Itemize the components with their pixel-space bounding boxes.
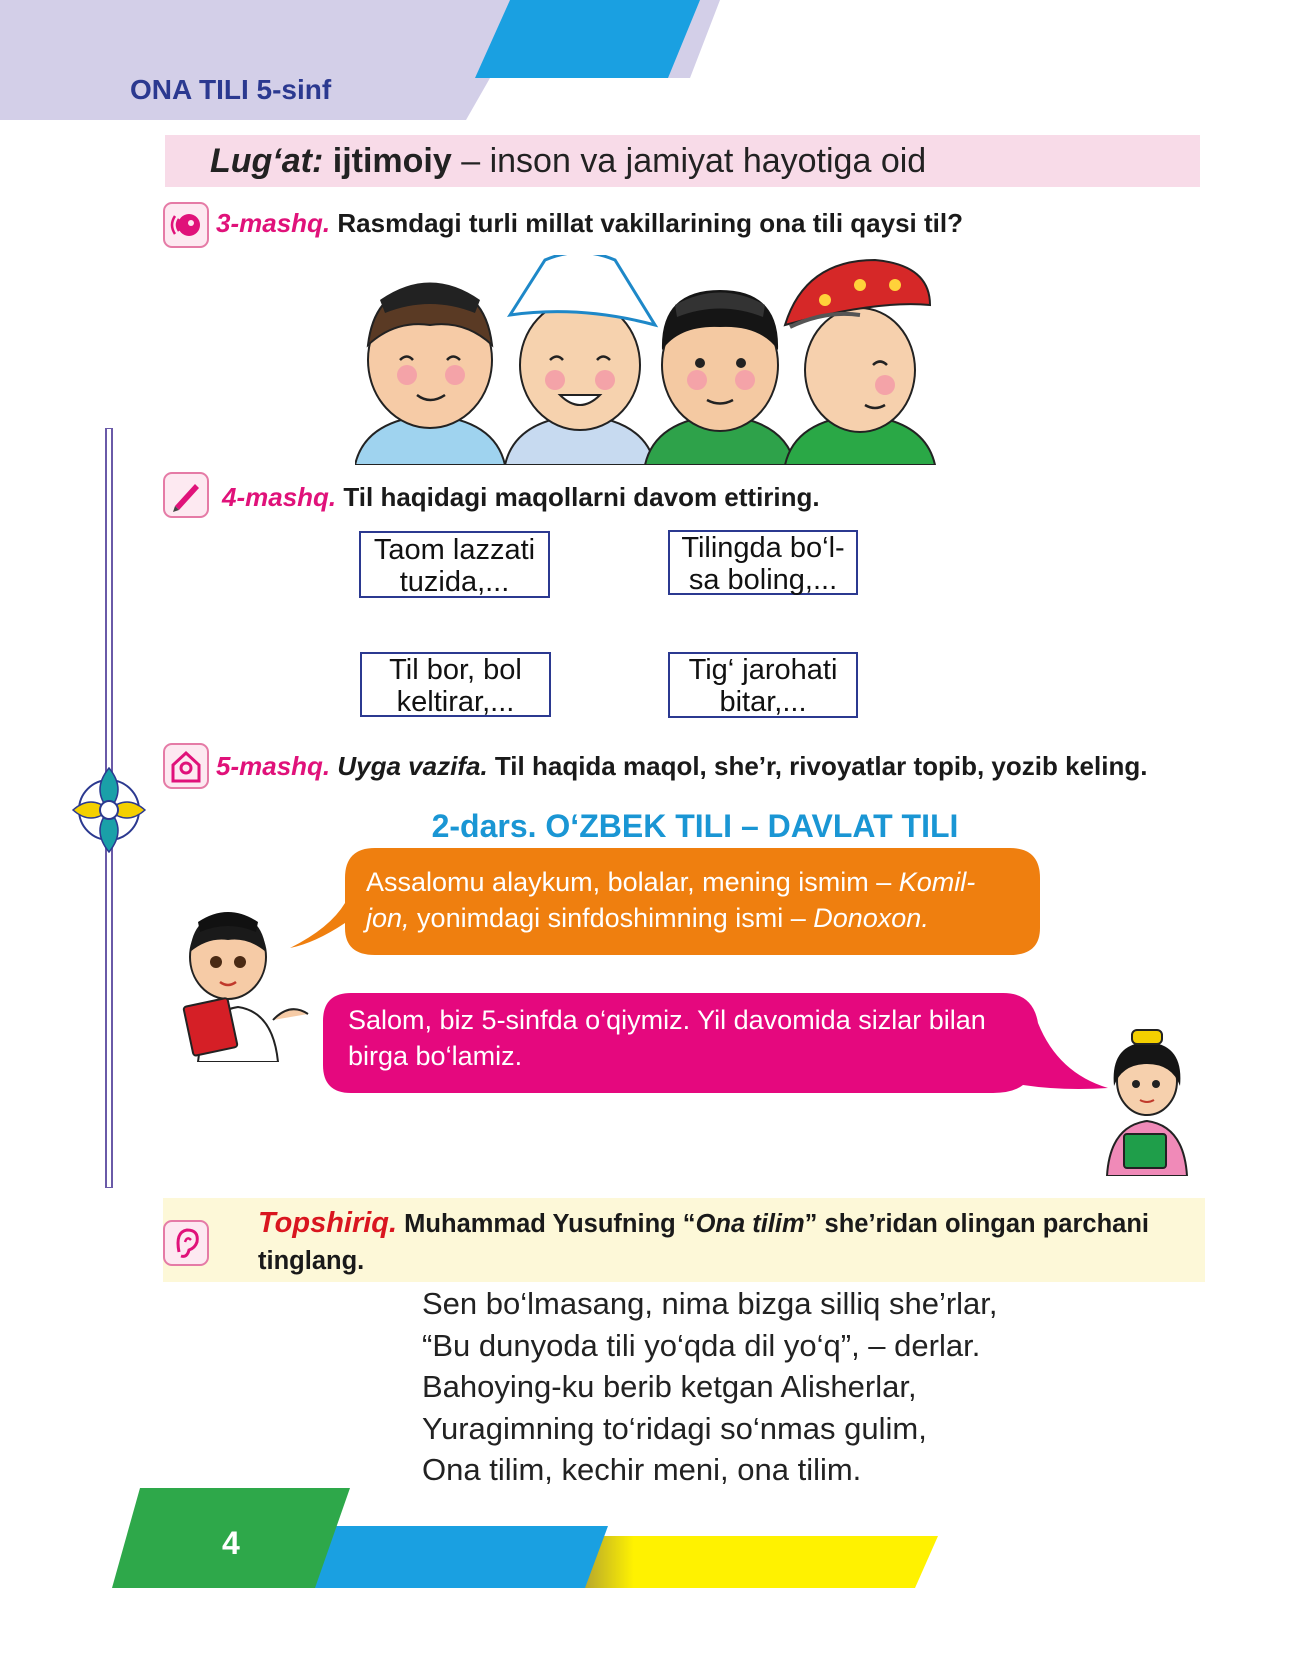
- poem: [422, 1283, 998, 1491]
- header-band: [0, 0, 720, 125]
- exercise5-line: [216, 751, 1147, 782]
- exercise3-text: Rasmdagi turli millat vakillarining ona tili qaysi til?: [330, 208, 963, 238]
- bubble2-line: birga bo‘lamiz.: [348, 1041, 523, 1071]
- bubble1-name: jon,: [366, 903, 410, 933]
- child-2-figure: [505, 255, 655, 465]
- exercise4-number: 4-mashq.: [222, 482, 337, 512]
- vocabulary-text: [210, 142, 926, 181]
- child-4-figure: [785, 260, 935, 465]
- task-text-part: ” she’ridan olingan parchani tinglang.: [258, 1210, 1149, 1275]
- child-1-figure: [355, 283, 505, 466]
- proverb-box: [359, 531, 550, 598]
- task-text-part: Muhammad Yusufning “: [397, 1210, 696, 1238]
- proverb-line: Taom lazzati: [373, 534, 536, 566]
- exercise5-text: Til haqida maqol, she’r, rivoyatlar topib, yozib keling.: [487, 751, 1148, 781]
- proverb-line: tuzida,...: [399, 566, 510, 598]
- boy-with-book-illustration: [168, 902, 318, 1062]
- proverb-line: Til bor, bol: [389, 654, 522, 686]
- children-illustration: [355, 255, 975, 465]
- vocabulary-definition: – inson va jamiyat hayotiga oid: [451, 142, 927, 180]
- proverb-line: keltirar,...: [396, 686, 515, 718]
- poem-line: Bahoying-ku berib ketgan Alisherlar,: [422, 1369, 917, 1404]
- task-text: [258, 1205, 1208, 1280]
- child-3-figure: [645, 290, 795, 465]
- bubble1-name: Donoxon.: [813, 903, 929, 933]
- listen-icon: [163, 202, 209, 248]
- task-label: Topshiriq.: [258, 1207, 398, 1239]
- poem-line: Yuragimning to‘ridagi so‘nmas gulim,: [422, 1410, 927, 1446]
- poem-line: “Bu dunyoda tili yo‘qda dil yo‘q”, – derlar.: [422, 1327, 981, 1363]
- bubble1-name: Komil-: [898, 867, 976, 897]
- bubble1-text: [366, 864, 1026, 936]
- proverb-line: Tig‘ jarohati: [688, 654, 838, 686]
- exercise3-line: [216, 208, 963, 239]
- exercise4-line: [222, 482, 820, 513]
- girl-with-book-illustration: [1092, 1026, 1202, 1176]
- home-icon: [163, 743, 209, 789]
- book-title: ONA TILI 5-sinf: [130, 74, 332, 105]
- proverb-box: [360, 652, 551, 717]
- proverb-line: sa boling,...: [688, 564, 838, 596]
- poem-line: Sen bo‘lmasang, nima bizga silliq she’rlar,: [422, 1286, 998, 1321]
- ear-icon: [163, 1220, 209, 1266]
- bubble1-middle: yonimdagi sinfdoshimning ismi –: [409, 903, 814, 933]
- vocabulary-label: Lug‘at:: [210, 142, 324, 180]
- task-poem-title: Ona tilim: [695, 1210, 805, 1238]
- exercise5-number: 5-mashq.: [216, 751, 331, 781]
- vocabulary-word: ijtimoiy: [332, 142, 452, 180]
- page-number: 4: [222, 1525, 240, 1561]
- bubble1-greeting: Assalomu alaykum, bolalar, mening ismim –: [366, 867, 899, 897]
- bubble2-text: [348, 1002, 1048, 1074]
- bubble2-line: Salom, biz 5-sinfda o‘qiymiz. Yil davomida sizlar bilan: [348, 1005, 986, 1035]
- exercise4-text: Til haqidagi maqollarni davom ettiring.: [336, 482, 820, 512]
- proverb-box: [668, 530, 858, 595]
- exercise5-label: Uyga vazifa.: [330, 751, 488, 781]
- proverb-line: bitar,...: [719, 686, 807, 718]
- poem-line: Ona tilim, kechir meni, ona tilim.: [422, 1452, 862, 1487]
- proverb-box: [668, 652, 858, 718]
- pencil-icon: [163, 472, 209, 518]
- proverb-line: Tilingda bo‘l-: [681, 532, 845, 564]
- lesson-title: 2-dars. O‘ZBEK TILI – DAVLAT TILI: [431, 808, 959, 844]
- exercise3-number: 3-mashq.: [216, 208, 331, 238]
